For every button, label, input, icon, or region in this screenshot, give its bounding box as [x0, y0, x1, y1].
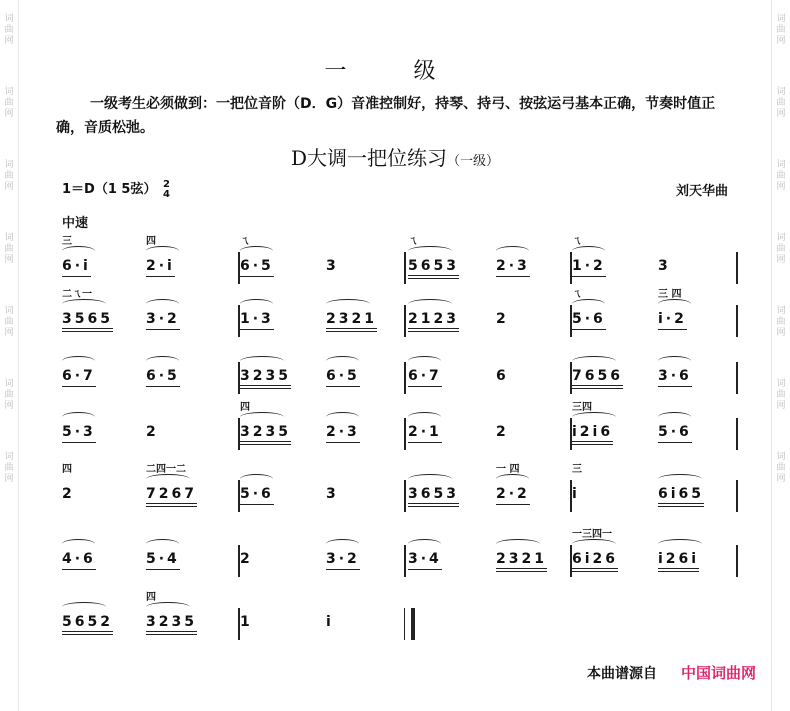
barline — [736, 545, 738, 577]
barline — [570, 545, 572, 577]
slur-mark — [62, 539, 95, 549]
fingering-mark: ㄟ — [572, 289, 582, 300]
barline — [404, 418, 406, 450]
note-group: 2 — [496, 311, 509, 327]
barline — [238, 252, 240, 284]
note-group: 2 — [240, 551, 253, 567]
fingering-mark: 三 — [62, 236, 72, 247]
note-group: 2·i — [146, 258, 175, 277]
barline — [736, 480, 738, 512]
note-group: 6·5 — [240, 258, 274, 277]
slur-mark — [326, 356, 359, 366]
note-group: 2·3 — [326, 424, 360, 443]
slur-mark — [658, 539, 702, 549]
note-group: 2123 — [408, 311, 459, 332]
note-group: 3 — [658, 258, 671, 274]
slur-mark — [240, 474, 273, 484]
note-group: 2 — [62, 486, 75, 502]
footer-source: 本曲谱源自 — [586, 666, 657, 682]
slur-mark — [408, 246, 452, 256]
watermark-char: 词 — [776, 306, 786, 316]
watermark-char: 曲 — [776, 463, 786, 473]
slur-mark — [496, 246, 529, 256]
slur-mark — [408, 474, 452, 484]
note-group: 2·1 — [408, 424, 442, 443]
fingering-mark: 四 — [240, 402, 250, 413]
barline — [238, 362, 240, 394]
watermark-char: 网 — [4, 328, 14, 338]
watermark-char: 网 — [776, 255, 786, 265]
barline — [570, 252, 572, 284]
fingering-mark: ㄟ — [240, 236, 250, 247]
slur-mark — [572, 299, 605, 309]
score-row — [62, 464, 738, 522]
slur-mark — [146, 539, 179, 549]
page-title: 一 级 — [324, 59, 466, 84]
note-group: 7267 — [146, 486, 197, 507]
slur-mark — [408, 412, 441, 422]
watermark-char: 曲 — [776, 390, 786, 400]
watermark-char: 词 — [776, 452, 786, 462]
note-group: 2321 — [496, 551, 547, 572]
watermark-char: 网 — [776, 474, 786, 484]
note-group: 6·5 — [146, 368, 180, 387]
note-group: 1·3 — [240, 311, 274, 330]
watermark-char: 曲 — [4, 317, 14, 327]
score-row — [62, 592, 738, 650]
piece-title — [0, 142, 790, 171]
watermark-char: 网 — [4, 36, 14, 46]
fingering-mark: 二ㄟ一 — [62, 289, 92, 300]
watermark-group — [4, 306, 13, 339]
watermark-group — [4, 452, 13, 485]
note-group: 6 — [496, 368, 509, 384]
watermark-char: 曲 — [4, 171, 14, 181]
slur-mark — [496, 539, 540, 549]
fingering-mark: ㄟ — [572, 236, 582, 247]
watermark-char: 词 — [776, 233, 786, 243]
note-group: 6·5 — [326, 368, 360, 387]
note-group: 6·7 — [408, 368, 442, 387]
slur-mark — [408, 299, 452, 309]
barline — [736, 362, 738, 394]
fingering-mark: 四 — [146, 236, 156, 247]
piece-title-main: D大调一把位练习 — [290, 146, 448, 170]
watermark-char: 网 — [4, 109, 14, 119]
watermark-char: 曲 — [776, 317, 786, 327]
slur-mark — [240, 299, 273, 309]
slur-mark — [658, 299, 691, 309]
note-group: i26i — [658, 551, 699, 572]
note-group: 3 — [326, 486, 339, 502]
intro-text: 一级考生必须做到：一把位音阶（D．G）音准控制好，持琴、持弓、按弦运弓基本正确，节奏时值正确，音质松弛。 — [56, 96, 716, 136]
watermark-char: 曲 — [776, 98, 786, 108]
slur-mark — [240, 246, 273, 256]
fingering-mark: 三 — [572, 464, 582, 475]
watermark-char: 网 — [776, 182, 786, 192]
note-group: 6i26 — [572, 551, 618, 572]
watermark-group — [4, 87, 13, 120]
note-group: 6i65 — [658, 486, 704, 507]
note-group: 2·2 — [496, 486, 530, 505]
watermark-char: 曲 — [4, 463, 14, 473]
barline — [570, 362, 572, 394]
barline — [238, 480, 240, 512]
watermark-group — [776, 379, 785, 412]
barline — [736, 252, 738, 284]
watermark-char: 曲 — [4, 244, 14, 254]
note-group: i — [326, 614, 334, 630]
watermark-char: 词 — [4, 14, 14, 24]
slur-mark — [146, 602, 190, 612]
watermark-char: 网 — [4, 474, 14, 484]
note-group: 1·2 — [572, 258, 606, 277]
note-group: 1 — [240, 614, 253, 630]
note-group: 3·2 — [326, 551, 360, 570]
slur-mark — [240, 356, 284, 366]
note-group: 3565 — [62, 311, 113, 332]
barline — [736, 305, 738, 337]
slur-mark — [572, 246, 605, 256]
barline — [238, 608, 240, 640]
note-group: 6·i — [62, 258, 91, 277]
note-group: 2321 — [326, 311, 377, 332]
slur-mark — [326, 299, 370, 309]
slur-mark — [572, 356, 616, 366]
score-row — [62, 402, 738, 460]
note-group: 7656 — [572, 368, 623, 389]
note-group: 3235 — [240, 368, 291, 389]
note-group: 5·4 — [146, 551, 180, 570]
slur-mark — [62, 246, 95, 256]
watermark-group — [776, 306, 785, 339]
note-group: 4·6 — [62, 551, 96, 570]
slur-mark — [62, 412, 95, 422]
key-signature — [62, 178, 170, 200]
slur-mark — [146, 246, 179, 256]
footer — [587, 662, 756, 683]
note-group: 3235 — [146, 614, 197, 635]
watermark-char: 曲 — [776, 25, 786, 35]
fingering-mark: ㄟ — [408, 236, 418, 247]
piece-level: （一级） — [447, 154, 500, 169]
note-group: 3 — [326, 258, 339, 274]
watermark-char: 词 — [4, 160, 14, 170]
watermark-char: 词 — [4, 87, 14, 97]
watermark-char: 词 — [776, 87, 786, 97]
note-group: 6·7 — [62, 368, 96, 387]
watermark-char: 词 — [4, 452, 14, 462]
note-group: i — [572, 486, 580, 502]
watermark-char: 曲 — [4, 98, 14, 108]
tempo-marking: 中速 — [62, 216, 89, 231]
note-group: 5·6 — [572, 311, 606, 330]
watermark-group — [4, 379, 13, 412]
slur-mark — [408, 539, 441, 549]
watermark-char: 网 — [4, 255, 14, 265]
note-group: 2 — [496, 424, 509, 440]
note-group: i·2 — [658, 311, 687, 330]
slur-mark — [62, 356, 95, 366]
watermark-group — [776, 87, 785, 120]
watermark-group — [4, 14, 13, 47]
watermark-char: 网 — [776, 328, 786, 338]
note-group: 3·4 — [408, 551, 442, 570]
watermark-char: 词 — [776, 379, 786, 389]
note-group: 2 — [146, 424, 159, 440]
note-group: 5652 — [62, 614, 113, 635]
watermark-char: 词 — [776, 160, 786, 170]
fingering-mark: 三 四 — [658, 289, 682, 300]
barline — [570, 418, 572, 450]
note-group: 3235 — [240, 424, 291, 445]
slur-mark — [572, 539, 616, 549]
final-barline — [404, 608, 415, 640]
barline — [238, 545, 240, 577]
barline — [404, 305, 406, 337]
fingering-mark: 四 — [62, 464, 72, 475]
fingering-mark: 二四一二 — [146, 464, 186, 475]
barline — [404, 480, 406, 512]
slur-mark — [658, 356, 691, 366]
watermark-char: 词 — [4, 379, 14, 389]
watermark-char: 曲 — [4, 390, 14, 400]
note-group: 5653 — [408, 258, 459, 279]
time-signature — [163, 180, 170, 200]
fingering-mark: 三四 — [572, 402, 592, 413]
note-group: 5·3 — [62, 424, 96, 443]
footer-site-link[interactable]: 中国词曲网 — [680, 664, 756, 682]
slur-mark — [240, 412, 284, 422]
watermark-group — [4, 233, 13, 266]
slur-mark — [658, 474, 702, 484]
note-group: 3·6 — [658, 368, 692, 387]
slur-mark — [326, 539, 359, 549]
watermark-char: 网 — [776, 109, 786, 119]
note-group: 5·6 — [658, 424, 692, 443]
watermark-char: 网 — [4, 182, 14, 192]
slur-mark — [496, 474, 529, 484]
watermark-char: 词 — [4, 233, 14, 243]
time-bottom: 4 — [163, 188, 170, 200]
barline — [570, 305, 572, 337]
slur-mark — [408, 356, 441, 366]
slur-mark — [62, 299, 106, 309]
slur-mark — [658, 412, 691, 422]
score-row — [62, 289, 738, 347]
barline — [404, 252, 406, 284]
watermark-char: 词 — [4, 306, 14, 316]
fingering-mark: 一三四一 — [572, 529, 612, 540]
time-top: 2 — [163, 178, 170, 190]
score-row — [62, 352, 738, 404]
barline — [736, 418, 738, 450]
composer: 刘天华曲 — [675, 184, 728, 199]
watermark-group — [776, 233, 785, 266]
slur-mark — [572, 412, 616, 422]
barline — [238, 418, 240, 450]
barline — [404, 545, 406, 577]
key-text: 1＝D（1 5弦） — [62, 182, 157, 197]
slur-mark — [146, 474, 190, 484]
watermark-char: 词 — [776, 14, 786, 24]
barline — [238, 305, 240, 337]
note-group: 2·3 — [496, 258, 530, 277]
watermark-char: 网 — [776, 36, 786, 46]
watermark-char: 曲 — [4, 25, 14, 35]
score-row — [62, 236, 738, 294]
barline — [404, 362, 406, 394]
watermark-group — [776, 452, 785, 485]
note-group: 3653 — [408, 486, 459, 507]
barline — [570, 480, 572, 512]
watermark-char: 曲 — [776, 171, 786, 181]
slur-mark — [62, 602, 106, 612]
watermark-right — [774, 0, 788, 711]
slur-mark — [146, 299, 179, 309]
watermark-group — [776, 14, 785, 47]
watermark-char: 网 — [4, 401, 14, 411]
watermark-char: 曲 — [776, 244, 786, 254]
watermark-char: 网 — [776, 401, 786, 411]
slur-mark — [326, 412, 359, 422]
score-row — [62, 529, 738, 587]
note-group: i2i6 — [572, 424, 613, 445]
fingering-mark: 四 — [146, 592, 156, 603]
slur-mark — [146, 356, 179, 366]
note-group: 3·2 — [146, 311, 180, 330]
note-group: 5·6 — [240, 486, 274, 505]
watermark-left — [2, 0, 16, 711]
fingering-mark: 一 四 — [496, 464, 520, 475]
